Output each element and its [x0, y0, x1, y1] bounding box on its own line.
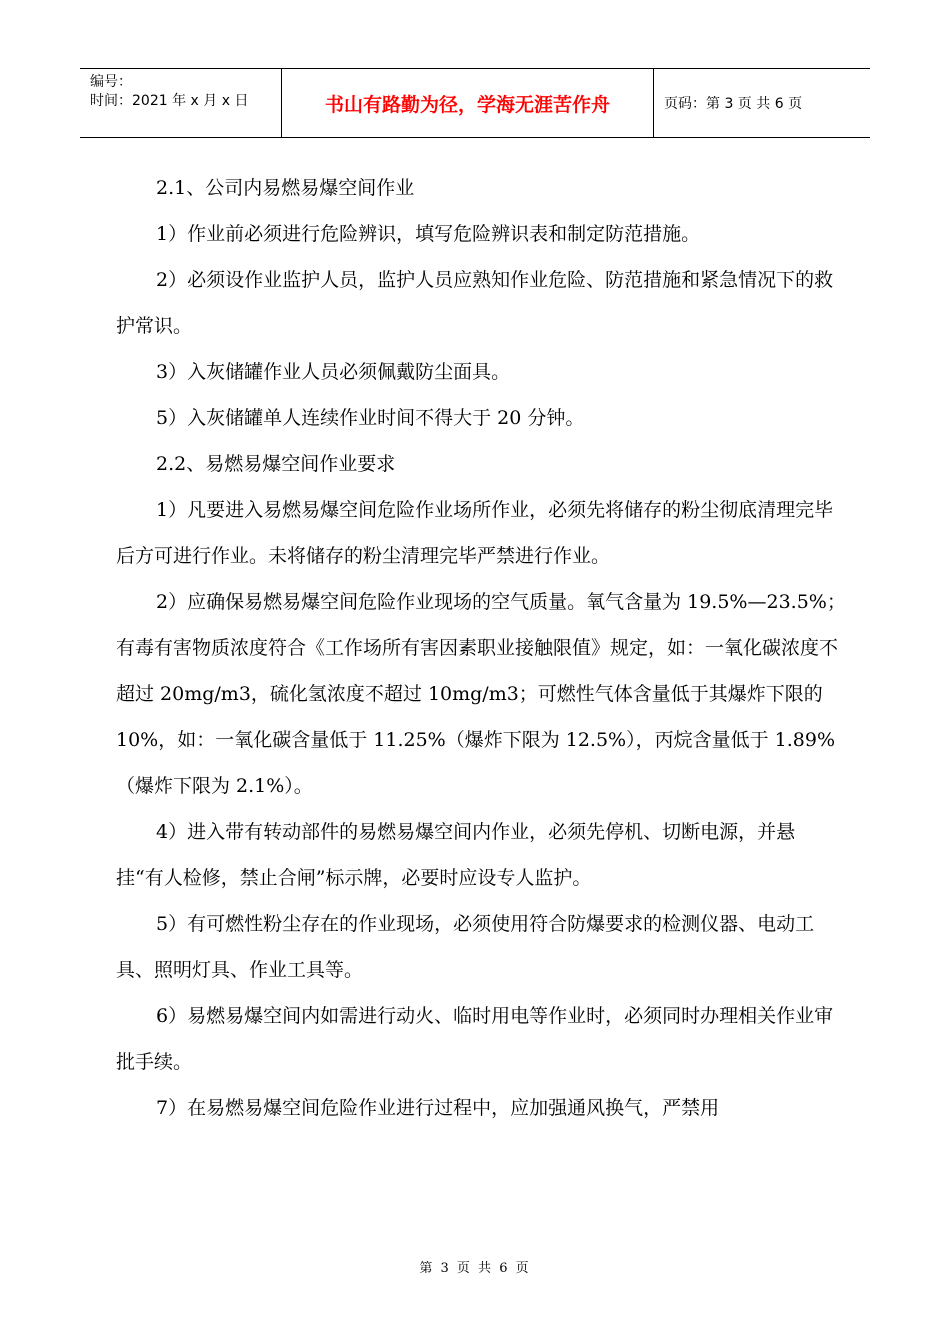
section-heading-2-1: 2.1、公司内易燃易爆空间作业: [156, 177, 415, 199]
paragraph: 1）作业前必须进行危险辨识，填写危险辨识表和制定防范措施。: [156, 223, 701, 245]
document-number-label: 编号：: [90, 74, 132, 90]
paragraph: 4）进入带有转动部件的易燃易爆空间内作业，必须先停机、切断电源，并悬挂“有人检修，禁止合闸”标示牌，必要时应设专人监护。: [116, 821, 796, 889]
paragraph: 1）凡要进入易燃易爆空间危险作业场所作业，必须先将储存的粉尘彻底清理完毕后方可进行作业。未将储存的粉尘清理完毕严禁进行作业。: [116, 499, 834, 567]
document-body: [116, 165, 856, 1131]
paragraph: 6）易燃易爆空间内如需进行动火、临时用电等作业时，必须同时办理相关作业审批手续。: [116, 1005, 834, 1073]
header-meta: [80, 69, 282, 137]
paragraph: 5）入灰储罐单人连续作业时间不得大于 20 分钟。: [156, 407, 585, 429]
page-footer: 第 3 页 共 6 页: [419, 1261, 531, 1276]
paragraph: 2）应确保易燃易爆空间危险作业现场的空气质量。氧气含量为 19.5%—23.5%； 有毒有害物质浓度符合《工作场所有害因素职业接触限值》规定，如：一氧化碳浓度不超过 20mg/m3，硫化氢浓度不超过 10mg/m3；可燃性气体含量低于其爆炸下限的 10%，如：一氧化碳含量低于 11.25%（爆炸下限为 12.5%），丙烷含量低于 1.89%（爆炸下限为 2.1%）。: [116, 591, 856, 797]
paragraph: 2）必须设作业监护人员，监护人员应熟知作业危险、防范措施和紧急情况下的救护常识。: [116, 269, 834, 337]
section-heading-2-2: 2.2、易燃易爆空间作业要求: [156, 453, 396, 475]
paragraph: 7）在易燃易爆空间危险作业进行过程中，应加强通风换气，严禁用: [156, 1097, 720, 1119]
paragraph: 3）入灰储罐作业人员必须佩戴防尘面具。: [156, 361, 511, 383]
page-header: [80, 68, 870, 138]
paragraph: 5）有可燃性粉尘存在的作业现场，必须使用符合防爆要求的检测仪器、电动工具、照明灯具、作业工具等。: [116, 913, 815, 981]
header-motto: 书山有路勤为径，学海无涯苦作舟: [282, 69, 654, 137]
header-page-info: 页码：第 3 页 共 6 页: [664, 96, 803, 112]
document-date: 时间：2021 年 x 月 x 日: [90, 93, 249, 109]
